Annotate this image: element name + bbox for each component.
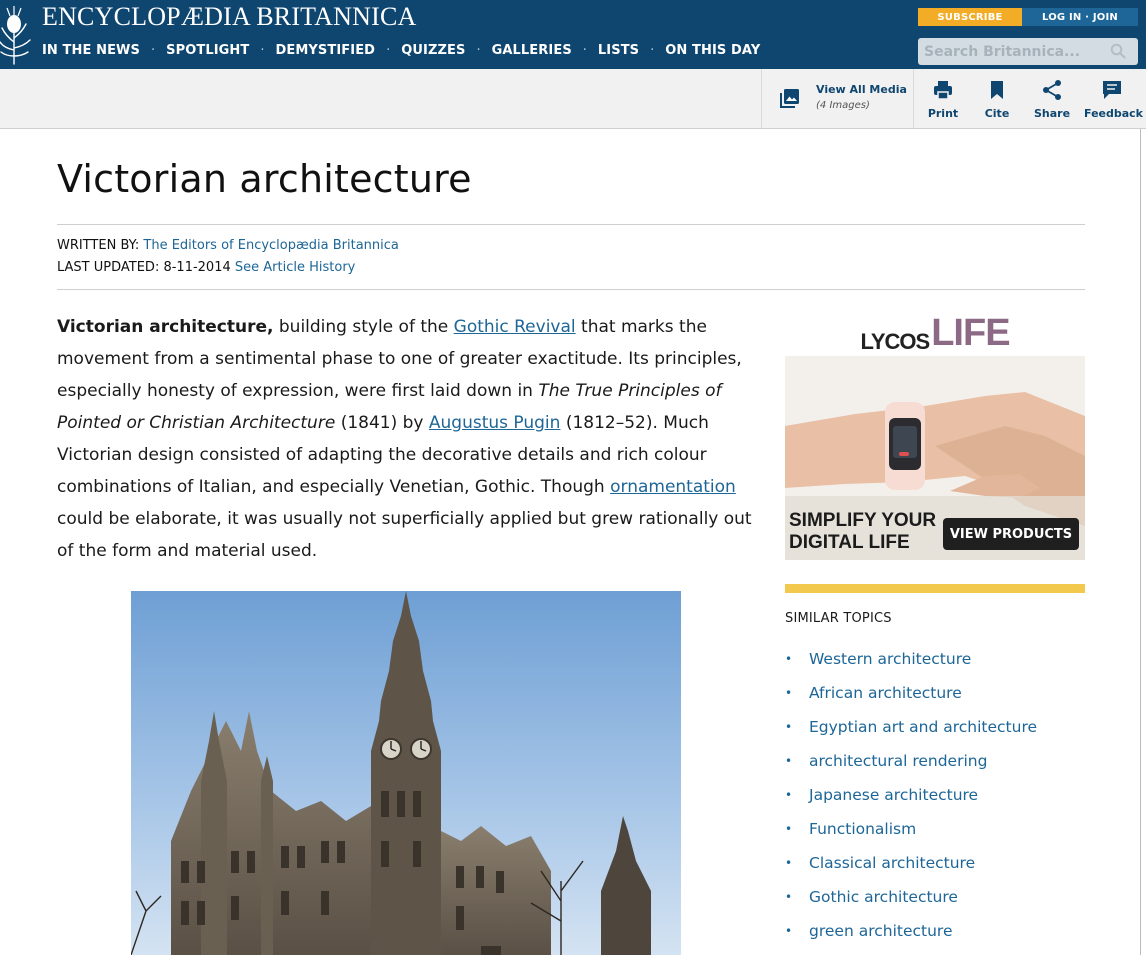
ad-brand-life: LIFE — [931, 312, 1010, 354]
search-input[interactable] — [918, 38, 1108, 65]
nav-demystified[interactable]: DEMYSTIFIED — [275, 43, 376, 58]
author-link[interactable]: The Editors of Encyclopædia Britannica — [143, 238, 399, 253]
bullet: • — [785, 652, 793, 666]
media-count: (4 Images) — [816, 100, 870, 111]
main-navigation — [42, 43, 760, 58]
list-item — [785, 710, 1085, 744]
similar-topic-link[interactable]: Egyptian art and architecture — [809, 718, 1038, 736]
list-item — [785, 846, 1085, 880]
nav-separator: · — [260, 43, 265, 58]
bookmark-icon — [986, 79, 1008, 101]
print-button[interactable] — [915, 79, 971, 120]
lead-text: (1812–52). Much Victorian design consisted of adapting the decorative details and rich colour combinations of Italian, and especially Venetian, Gothic. Though — [57, 413, 709, 497]
list-item — [785, 744, 1085, 778]
last-updated-line — [57, 260, 355, 275]
augustus-pugin-link[interactable]: Augustus Pugin — [428, 413, 561, 433]
share-label: Share — [1033, 107, 1071, 120]
print-icon — [932, 79, 954, 101]
nav-quizzes[interactable]: QUIZZES — [401, 43, 466, 58]
thistle-logo-icon[interactable] — [0, 2, 36, 66]
last-updated-date: 8-11-2014 — [163, 260, 231, 275]
feedback-label: Feedback — [1084, 107, 1143, 120]
article-toolbar — [0, 69, 1146, 129]
view-all-media-button[interactable] — [761, 69, 914, 128]
similar-topic-link[interactable]: Gothic architecture — [809, 888, 958, 906]
author-line — [57, 238, 399, 253]
nav-on-this-day[interactable]: ON THIS DAY — [665, 43, 761, 58]
similar-topic-link[interactable]: Functionalism — [809, 820, 917, 838]
ad-headline-line-2: DIGITAL LIFE — [789, 532, 910, 553]
similar-topics-list — [785, 642, 1085, 948]
lead-text: that marks the movement from a sentimental phase to one of greater exactitude. Its principles, especially honesty of expression, were first laid down in — [57, 317, 742, 401]
nav-separator: · — [650, 43, 655, 58]
image-gallery-icon — [779, 87, 801, 109]
written-by-label: WRITTEN BY: — [57, 238, 140, 253]
similar-topic-link[interactable]: green architecture — [809, 922, 953, 940]
last-updated-label: LAST UPDATED: — [57, 260, 160, 275]
share-icon — [1041, 79, 1063, 101]
ad-headline-line-1: SIMPLIFY YOUR — [789, 510, 937, 531]
list-item — [785, 778, 1085, 812]
view-products-button[interactable]: VIEW PRODUCTS — [943, 518, 1079, 550]
town-hall-illustration — [131, 591, 681, 955]
article-lead-paragraph — [57, 311, 757, 567]
bullet: • — [785, 754, 793, 768]
ad-brand-lycos: LYCOS — [860, 329, 930, 354]
nav-separator: · — [582, 43, 587, 58]
site-logo-wordmark[interactable]: ENCYCLOPÆDIA BRITANNICA — [42, 2, 417, 31]
sidebar-accent-bar — [785, 584, 1085, 593]
ornamentation-link[interactable]: ornamentation — [610, 477, 736, 497]
bullet: • — [785, 890, 793, 904]
article-history-link[interactable]: See Article History — [234, 260, 356, 275]
share-button[interactable] — [1024, 79, 1080, 120]
bullet: • — [785, 856, 793, 870]
nav-separator: · — [150, 43, 156, 58]
bullet: • — [785, 924, 793, 938]
lead-text: building style of the — [273, 317, 454, 337]
page-title: Victorian architecture — [57, 157, 472, 201]
list-item — [785, 880, 1085, 914]
search-box — [918, 38, 1138, 65]
print-label: Print — [927, 107, 959, 120]
lead-term: Victorian architecture, — [57, 317, 274, 337]
bullet: • — [785, 720, 793, 734]
cite-label: Cite — [984, 107, 1010, 120]
list-item — [785, 642, 1085, 676]
nav-galleries[interactable]: GALLERIES — [491, 43, 572, 58]
lead-text: could be elaborate, it was usually not superficially applied but grew rationally out of the form and material used. — [57, 509, 752, 561]
page-scrollbar-edge[interactable] — [1140, 129, 1141, 955]
login-join-button[interactable]: LOG IN · JOIN — [1022, 8, 1138, 26]
list-item — [785, 676, 1085, 710]
view-all-media-label: View All Media — [816, 83, 907, 96]
bullet: • — [785, 686, 793, 700]
list-item — [785, 812, 1085, 846]
divider — [57, 224, 1085, 225]
cite-button[interactable] — [969, 79, 1025, 120]
similar-topic-link[interactable]: Western architecture — [809, 650, 972, 668]
search-icon[interactable] — [1110, 43, 1126, 59]
gothic-revival-link[interactable]: Gothic Revival — [453, 317, 576, 337]
list-item — [785, 914, 1085, 948]
nav-in-the-news[interactable]: IN THE NEWS — [42, 43, 140, 58]
similar-topic-link[interactable]: African architecture — [809, 684, 962, 702]
nav-spotlight[interactable]: SPOTLIGHT — [166, 43, 250, 58]
bullet: • — [785, 788, 793, 802]
site-header — [0, 0, 1146, 69]
subscribe-button[interactable]: SUBSCRIBE — [918, 8, 1022, 26]
nav-separator: · — [386, 43, 391, 58]
book-title: The True Principles of Pointed or Christian Architecture — [57, 381, 722, 433]
ad-headline — [789, 510, 949, 554]
nav-lists[interactable]: LISTS — [597, 43, 640, 58]
similar-topics-heading: SIMILAR TOPICS — [785, 611, 892, 626]
similar-topic-link[interactable]: architectural rendering — [809, 752, 988, 770]
similar-topic-link[interactable]: Classical architecture — [809, 854, 976, 872]
sidebar-ad[interactable] — [785, 306, 1085, 560]
similar-topic-link[interactable]: Japanese architecture — [809, 786, 979, 804]
ad-brand-logo — [785, 312, 1085, 356]
feedback-button[interactable] — [1084, 79, 1143, 120]
nav-separator: · — [476, 43, 481, 58]
comment-icon — [1101, 79, 1123, 101]
lead-text: (1841) by — [335, 413, 429, 433]
divider — [57, 289, 1085, 290]
bullet: • — [785, 822, 793, 836]
article-photo-town-hall[interactable] — [131, 591, 681, 955]
ad-image — [785, 356, 1085, 560]
